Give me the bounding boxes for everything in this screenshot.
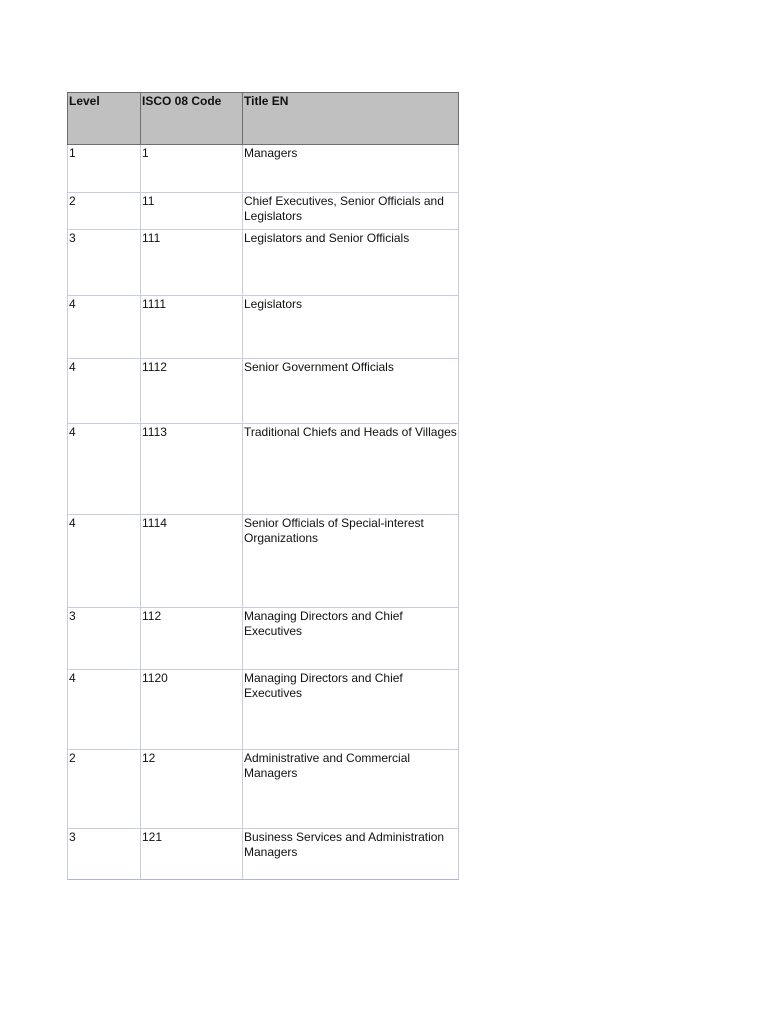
cell-level: 3 [68, 829, 141, 880]
cell-level: 3 [68, 608, 141, 670]
header-title-en: Title EN [243, 93, 459, 145]
cell-code: 111 [141, 230, 243, 296]
cell-title: Legislators [243, 296, 459, 359]
cell-title: Chief Executives, Senior Officials and Legislators [243, 193, 459, 230]
table-row [68, 145, 459, 193]
cell-title: Legislators and Senior Officials [243, 230, 459, 296]
cell-code: 1120 [141, 670, 243, 750]
cell-code: 1114 [141, 515, 243, 608]
table-row [68, 296, 459, 359]
cell-level: 2 [68, 750, 141, 829]
cell-title: Managing Directors and Chief Executives [243, 608, 459, 670]
cell-level: 4 [68, 359, 141, 424]
table-row [68, 359, 459, 424]
cell-title: Traditional Chiefs and Heads of Villages [243, 424, 459, 515]
spreadsheet-page [67, 92, 459, 880]
cell-code: 1111 [141, 296, 243, 359]
cell-level: 4 [68, 296, 141, 359]
cell-level: 4 [68, 670, 141, 750]
cell-title: Senior Government Officials [243, 359, 459, 424]
table-row [68, 230, 459, 296]
table-row [68, 193, 459, 230]
table-row [68, 829, 459, 880]
cell-code: 11 [141, 193, 243, 230]
cell-title: Administrative and Commercial Managers [243, 750, 459, 829]
cell-code: 1 [141, 145, 243, 193]
header-level: Level [68, 93, 141, 145]
cell-title: Managing Directors and Chief Executives [243, 670, 459, 750]
cell-title: Business Services and Administration Managers [243, 829, 459, 880]
cell-level: 3 [68, 230, 141, 296]
cell-code: 12 [141, 750, 243, 829]
header-row [68, 93, 459, 145]
cell-code: 121 [141, 829, 243, 880]
cell-level: 1 [68, 145, 141, 193]
table-row [68, 424, 459, 515]
cell-level: 4 [68, 515, 141, 608]
cell-title: Managers [243, 145, 459, 193]
cell-code: 112 [141, 608, 243, 670]
table-row [68, 608, 459, 670]
table-row [68, 670, 459, 750]
cell-code: 1113 [141, 424, 243, 515]
isco-table [67, 92, 459, 880]
table-row [68, 750, 459, 829]
cell-title: Senior Officials of Special-interest Organizations [243, 515, 459, 608]
cell-level: 2 [68, 193, 141, 230]
cell-level: 4 [68, 424, 141, 515]
table-row [68, 515, 459, 608]
header-isco-code: ISCO 08 Code [141, 93, 243, 145]
cell-code: 1112 [141, 359, 243, 424]
